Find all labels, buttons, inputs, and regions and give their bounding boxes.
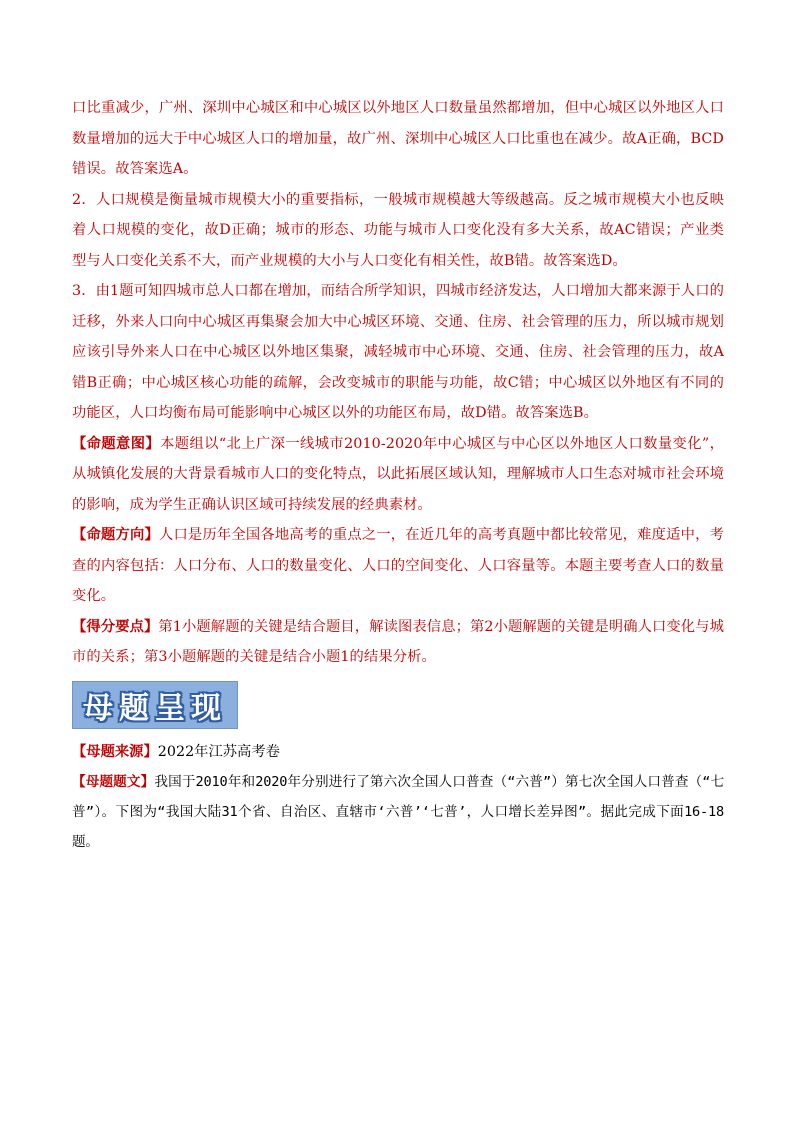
direction-paragraph bbox=[72, 520, 724, 612]
source-label: 【母题来源】 bbox=[72, 743, 158, 760]
source-line bbox=[72, 737, 724, 767]
intent-text: 本题组以“北上广深一线城市2010-2020年中心城区与中心区以外地区人口数量变化”，从城镇化发展的大背景看城市人口的变化特点，以此拓展区域认知，理解城市人口生态对城市社会环境的影响，成为学生正确认识区域可持续发展的经典素材。 bbox=[72, 435, 724, 513]
section-banner bbox=[72, 681, 238, 729]
answer-paragraph-1: 口比重减少，广州、深圳中心城区和中心城区以外地区人口数量虽然都增加，但中心城区以外地区人口数量增加的远大于中心城区人口的增加量，故广州、深圳中心城区人口比重也在减少。故A正确，BCD错误。故答案选A。 bbox=[72, 100, 724, 177]
question-paragraph bbox=[72, 767, 724, 857]
question-text: 我国于2010年和2020年分别进行了第六次全国人口普查（“六普”）第七次全国人口普查（“七普”）。下图为“我国大陆31个省、自治区、直辖市‘六普’‘七普’，人口增长差异图”。据此完成下面16-18题。 bbox=[72, 773, 724, 850]
direction-label: 【命题方向】 bbox=[72, 527, 159, 543]
intent-paragraph bbox=[72, 429, 724, 521]
document-page bbox=[72, 93, 724, 857]
direction-text: 人口是历年全国各地高考的重点之一，在近几年的高考真题中都比较常见，难度适中，考查的内容包括：人口分布、人口的数量变化、人口的空间变化、人口容量等。本题主要考查人口的数量变化。 bbox=[72, 527, 724, 604]
answer-paragraph-2: 2．人口规模是衡量城市规模大小的重要指标，一般城市规模越大等级越高。反之城市规模大小也反映着人口规模的变化，故D正确；城市的形态、功能与城市人口变化没有多大关系，故AC错误；产业类型与人口变化关系不大，而产业规模的大小与人口变化有相关性，故B错。故答案选D。 bbox=[72, 191, 724, 269]
points-paragraph bbox=[72, 612, 724, 673]
points-text: 第1小题解题的关键是结合题目，解读图表信息；第2小题解题的关键是明确人口变化与城市的关系；第3小题解题的关键是结合小题1的结果分析。 bbox=[72, 618, 724, 665]
intent-label: 【命题意图】 bbox=[72, 435, 161, 452]
answer-paragraph-3: 3．由1题可知四城市总人口都在增加，而结合所学知识，四城市经济发达，人口增加大都来源于人口的迁移，外来人口向中心城区再集聚会加大中心城区环境、交通、住房、社会管理的压力，所以城市规划应该引导外来人口在中心城区以外地区集聚，减轻城市中心环境、交通、住房、社会管理的压力，故A错B正确；中心城区核心功能的疏解，会改变城市的职能与功能，故C错；中心城区以外地区有不同的功能区，人口均衡布局可能影响中心城区以外的功能区布局，故D错。故答案选B。 bbox=[72, 283, 724, 421]
points-label: 【得分要点】 bbox=[72, 618, 159, 635]
banner-title: 母题呈现 bbox=[83, 690, 227, 726]
source-text: 2022年江苏高考卷 bbox=[157, 743, 280, 760]
question-label: 【母题题文】 bbox=[72, 773, 155, 790]
